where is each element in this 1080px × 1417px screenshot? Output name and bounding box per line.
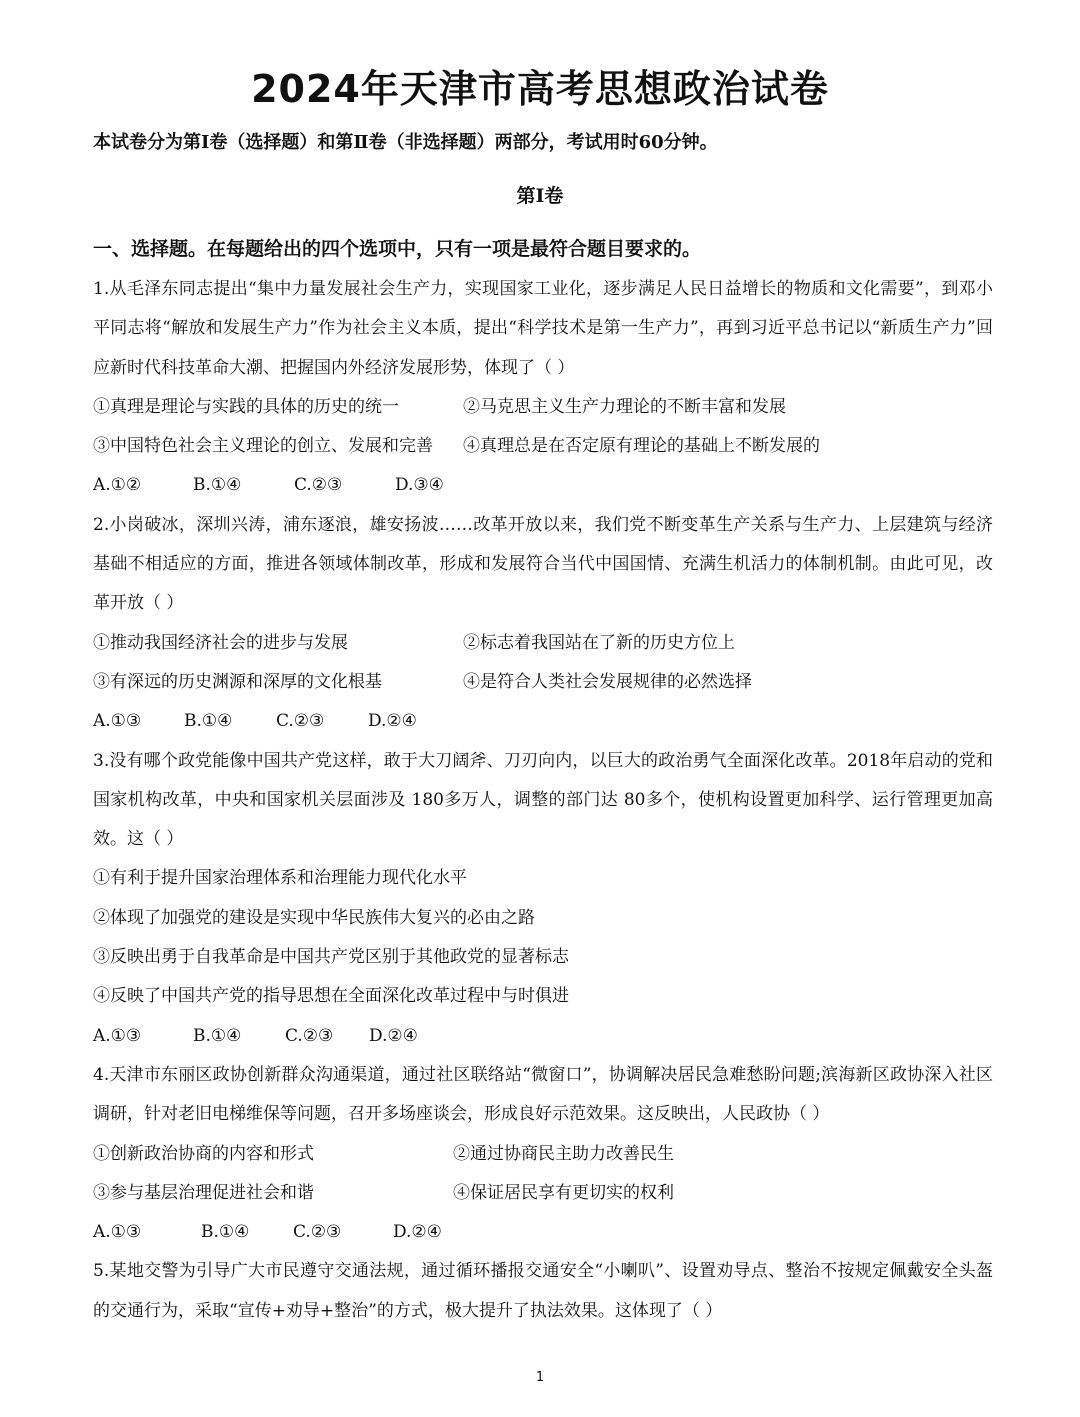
question-1-option-2: ②马克思主义生产力理论的不断丰富和发展 — [463, 396, 786, 417]
question-4-option-1: ①创新政治协商的内容和形式 — [93, 1143, 314, 1164]
question-4-stem: 4.天津市东丽区政协创新群众沟通渠道，通过社区联络站“微窗口”，协调解决居民急难愁盼问题;滨海新区政协深入社区调研，针对老旧电梯维保等问题，召开多场座谈会，形成良好示范效果。这反映出，人民政协（ ） — [93, 1064, 993, 1125]
question-4-options-row-1 — [93, 1135, 993, 1174]
question-2-option-3: ③有深远的历史渊源和深厚的文化根基 — [93, 671, 382, 692]
question-3-stem: 3.没有哪个政党能像中国共产党这样，敢于大刀阔斧、刀刃向内，以巨大的政治勇气全面深化改革。2018年启动的党和国家机构改革，中央和国家机关层面涉及 180多万人，调整的部门达 80多个，使机构设置更加科学、运行管理更加高效。这（ ） — [93, 750, 993, 850]
question-4-options-row-2 — [93, 1174, 993, 1213]
question-1-answer-d: D.③④ — [395, 475, 444, 496]
question-3-option-2: ②体现了加强党的建设是实现中华民族伟大复兴的必由之路 — [93, 907, 535, 928]
question-4-option-2: ②通过协商民主助力改善民生 — [453, 1143, 674, 1164]
question-3-answers — [93, 1017, 993, 1056]
question-3-option-4: ④反映了中国共产党的指导思想在全面深化改革过程中与时俱进 — [93, 986, 569, 1007]
part-heading: 一、选择题。在每题给出的四个选项中，只有一项是最符合题目要求的。 — [93, 238, 702, 260]
question-1-answer-b: B.①④ — [193, 475, 242, 496]
question-1-answer-c: C.②③ — [294, 475, 343, 496]
question-4-answer-c: C.②③ — [293, 1222, 342, 1243]
question-3-answer-b: B.①④ — [193, 1025, 242, 1046]
question-1-option-4: ④真理总是在否定原有理论的基础上不断发展的 — [463, 436, 820, 457]
question-2-options-row-1 — [93, 624, 993, 663]
question-4-answer-b: B.①④ — [201, 1222, 250, 1243]
question-2-stem: 2.小岗破冰，深圳兴涛，浦东逐浪，雄安扬波……改革开放以来，我们党不断变革生产关系与生产力、上层建筑与经济基础不相适应的方面，推进各领域体制改革，形成和发展符合当代中国国情、充满生机活力的体制机制。由此可见，改革开放（ ） — [93, 514, 993, 614]
question-2-option-4: ④是符合人类社会发展规律的必然选择 — [463, 671, 752, 692]
question-4-option-4: ④保证居民享有更切实的权利 — [453, 1182, 674, 1203]
question-4-option-3: ③参与基层治理促进社会和谐 — [93, 1182, 314, 1203]
question-1-options-row-2 — [93, 427, 993, 466]
questions-content — [93, 270, 993, 1331]
page-number: 1 — [535, 1370, 545, 1385]
question-2-option-1: ①推动我国经济社会的进步与发展 — [93, 632, 348, 653]
question-1-option-1: ①真理是理论与实践的具体的历史的统一 — [93, 396, 399, 417]
question-3-answer-d: D.②④ — [369, 1025, 418, 1046]
question-1-answers — [93, 466, 993, 505]
question-2-options-row-2 — [93, 663, 993, 702]
exam-title: 2024年天津市高考思想政治试卷 — [251, 67, 829, 111]
question-2-answers — [93, 702, 993, 741]
question-3-answer-a: A.①③ — [93, 1025, 142, 1046]
question-3-answer-c: C.②③ — [285, 1025, 334, 1046]
question-1-stem: 1.从毛泽东同志提出“集中力量发展社会生产力，实现国家工业化，逐步满足人民日益增长的物质和文化需要”，到邓小平同志将“解放和发展生产力”作为社会主义本质，提出“科学技术是第一生产力”，再到习近平总书记以“新质生产力”回应新时代科技革命大潮、把握国内外经济发展形势，体现了（ ） — [93, 279, 993, 378]
question-1-option-3: ③中国特色社会主义理论的创立、发展和完善 — [93, 436, 433, 457]
question-4-answer-a: A.①③ — [93, 1222, 142, 1243]
question-2-answer-a: A.①③ — [93, 711, 142, 732]
question-3-option-3: ③反映出勇于自我革命是中国共产党区别于其他政党的显著标志 — [93, 947, 569, 968]
question-3-option-1: ①有利于提升国家治理体系和治理能力现代化水平 — [93, 868, 467, 889]
question-2-answer-b: B.①④ — [184, 711, 233, 732]
question-2-answer-c: C.②③ — [276, 711, 325, 732]
question-4-answers — [93, 1213, 993, 1252]
section-title: 第Ⅰ卷 — [516, 185, 564, 207]
question-2-option-2: ②标志着我国站在了新的历史方位上 — [463, 632, 735, 653]
question-4-answer-d: D.②④ — [393, 1222, 442, 1243]
question-5-stem: 5.某地交警为引导广大市民遵守交通法规，通过循环播报交通安全“小喇叭”、设置劝导点、整治不按规定佩戴安全头盔的交通行为，采取“宣传+劝导+整治”的方式，极大提升了执法效果。这体现了（ ） — [93, 1261, 993, 1321]
question-2-answer-d: D.②④ — [368, 711, 417, 732]
exam-intro: 本试卷分为第Ⅰ卷（选择题）和第Ⅱ卷（非选择题）两部分，考试用时60分钟。 — [93, 132, 718, 153]
question-1-options-row-1 — [93, 388, 993, 427]
question-1-answer-a: A.①② — [93, 475, 142, 496]
